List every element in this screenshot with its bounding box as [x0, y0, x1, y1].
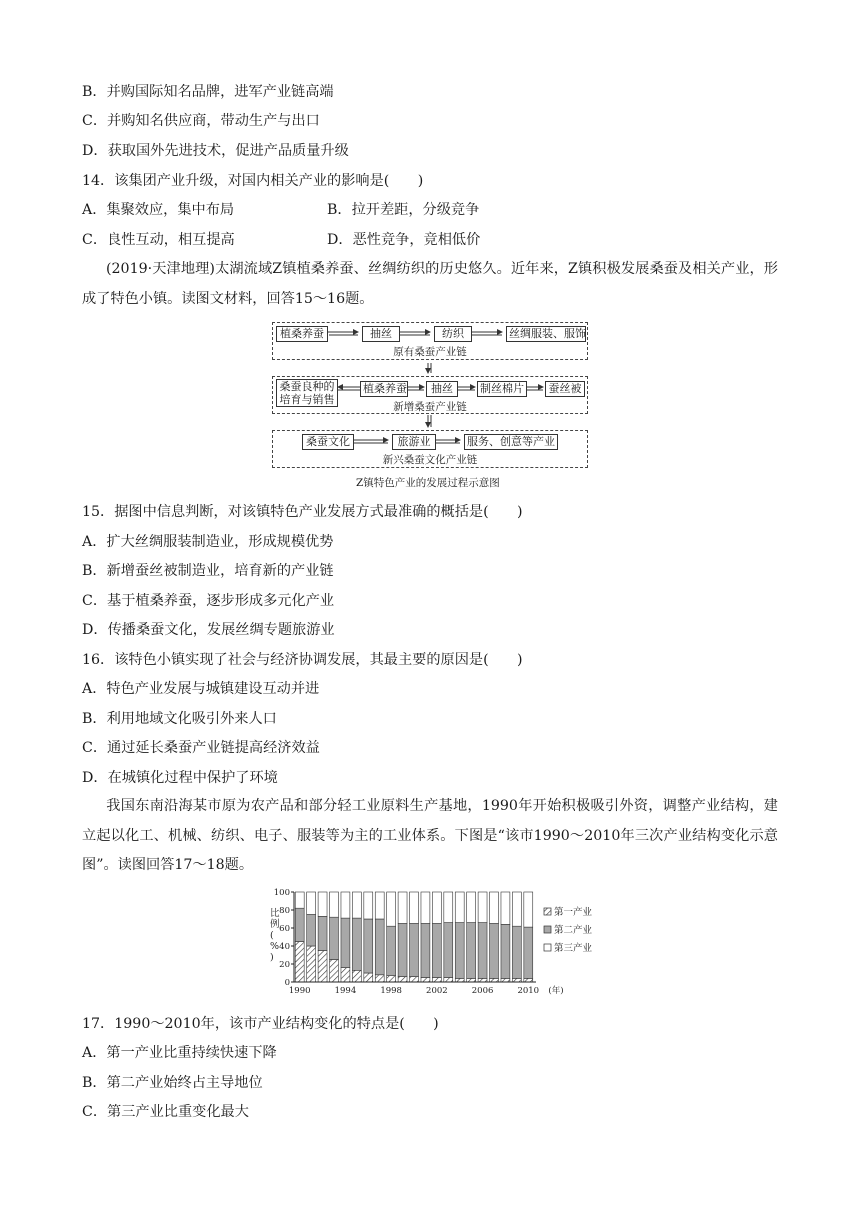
bar-2005-series-3 — [467, 892, 476, 923]
x-tick-label: 2006 — [471, 986, 494, 996]
chain-culture-label: 新兴桑蚕文化产业链 — [382, 454, 478, 466]
chain2-node-3: 制丝棉片 — [477, 381, 527, 397]
diagram-caption: Z镇特色产业的发展过程示意图 — [356, 477, 500, 489]
q15-option-d: D．传播桑蚕文化，发展丝绸专题旅游业 — [82, 622, 335, 638]
bar-1995-series-2 — [352, 918, 361, 970]
bar-2007-series-3 — [490, 892, 499, 924]
chain2-node-seed-line2: 培育与销售 — [279, 393, 335, 406]
x-tick-label: 1994 — [334, 986, 357, 996]
q16-option-a: A．特色产业发展与城镇建设互动并进 — [82, 681, 320, 697]
bar-2002-series-1 — [432, 978, 441, 983]
bar-1994-series-2 — [341, 918, 350, 968]
q13-option-d: D．获取国外先进技术，促进产品质量升级 — [82, 143, 349, 159]
y-tick-label: 40 — [279, 942, 290, 952]
bar-1993-series-2 — [330, 917, 339, 959]
bar-2010-series-1 — [524, 978, 533, 982]
bar-2004-series-1 — [455, 978, 464, 982]
x-tick-label: 2002 — [426, 986, 448, 996]
q15-option-c: C．基于植桑养蚕，逐步形成多元化产业 — [82, 593, 335, 609]
q14-option-c: C．良性互动，相互提高 — [82, 232, 235, 248]
legend-swatch-3 — [544, 944, 551, 951]
bar-2005-series-1 — [467, 978, 476, 982]
bar-2006-series-3 — [478, 892, 487, 923]
q13-option-c: C．并购知名供应商，带动生产与出口 — [82, 113, 320, 129]
bar-1998-series-2 — [387, 926, 396, 976]
bar-1999-series-1 — [398, 977, 407, 982]
bar-1990-series-2 — [295, 908, 304, 941]
chain3-node-2: 旅游业 — [392, 434, 436, 450]
bar-2001-series-3 — [421, 892, 430, 924]
bar-1996-series-3 — [364, 892, 373, 919]
bar-1997-series-3 — [375, 892, 384, 919]
bar-2003-series-3 — [444, 892, 453, 923]
bar-2003-series-2 — [444, 923, 453, 978]
bar-2008-series-1 — [501, 978, 510, 982]
bar-1992-series-1 — [318, 951, 327, 983]
q16-option-b: B．利用地域文化吸引外来人口 — [82, 711, 277, 727]
q17-option-b: B．第二产业始终占主导地位 — [82, 1075, 263, 1091]
bar-1995-series-3 — [352, 892, 361, 918]
bar-1993-series-1 — [330, 960, 339, 983]
bar-2001-series-2 — [421, 924, 430, 978]
bar-2007-series-1 — [490, 978, 499, 982]
bar-1997-series-2 — [375, 919, 384, 975]
bar-2002-series-2 — [432, 924, 441, 978]
y-axis-label: 比例( % ) — [270, 908, 280, 963]
chain1-node-2: 抽丝 — [362, 326, 400, 342]
bar-1994-series-1 — [341, 968, 350, 982]
bar-2005-series-2 — [467, 923, 476, 979]
q14-option-b: B．拉开差距，分级竞争 — [327, 202, 480, 218]
chain2-node-4: 蚕丝被 — [545, 381, 585, 397]
q16-option-c: C．通过延长桑蚕产业链提高经济效益 — [82, 740, 320, 756]
q17-stem: 17．1990～2010年，该市产业结构变化的特点是( ) — [82, 1016, 439, 1032]
legend-label-2: 第二产业 — [554, 925, 593, 936]
chain2-node-1: 植桑养蚕 — [360, 381, 408, 397]
bar-1992-series-3 — [318, 892, 327, 916]
passage-coastal-city-text: 我国东南沿海某市原为农产品和部分轻工业原料生产基地，1990年开始积极吸引外资，调整产业结构，建立起以化工、机械、纺织、电子、服装等为主的工业体系。下图是“该市1990～2010年三次产业结构变化示意图”。读图回答17～18题。 — [82, 798, 778, 873]
y-tick-label: 80 — [279, 906, 290, 916]
passage-coastal-city — [82, 792, 778, 881]
q13-option-b: B．并购国际知名品牌，进军产业链高端 — [82, 84, 334, 100]
q16-option-d: D．在城镇化过程中保护了环境 — [82, 770, 278, 786]
bar-2006-series-2 — [478, 923, 487, 979]
bar-2000-series-2 — [410, 924, 419, 977]
bar-1998-series-3 — [387, 892, 396, 926]
bar-2000-series-1 — [410, 977, 419, 982]
bar-1994-series-3 — [341, 892, 350, 918]
legend-label-3: 第三产业 — [554, 943, 593, 954]
passage-tianjin-text: (2019·天津地理)太湖流域Z镇植桑养蚕、丝绸纺织的历史悠久。近年来，Z镇积极发展桑蚕及相关产业，形成了特色小镇。读图文材料，回答15～16题。 — [82, 261, 778, 307]
y-tick-label: 60 — [279, 924, 290, 934]
bar-2010-series-2 — [524, 927, 533, 978]
bar-1991-series-3 — [307, 892, 316, 915]
chain3-node-1: 桑蚕文化 — [302, 434, 354, 450]
bar-1991-series-1 — [307, 946, 316, 982]
bar-1999-series-2 — [398, 924, 407, 977]
q15-stem: 15．据图中信息判断，对该镇特色产业发展方式最准确的概括是( ) — [82, 504, 523, 520]
bar-2007-series-2 — [490, 924, 499, 979]
bar-2000-series-3 — [410, 892, 419, 924]
chain1-node-3: 纺织 — [434, 326, 472, 342]
q14-stem: 14．该集团产业升级，对国内相关产业的影响是( ) — [82, 173, 424, 189]
bar-1995-series-1 — [352, 970, 361, 982]
chain2-node-seed — [276, 379, 338, 407]
q15-option-a: A．扩大丝绸服装制造业，形成规模优势 — [82, 534, 334, 550]
x-unit-label: (年) — [548, 986, 564, 996]
legend-label-1: 第一产业 — [554, 907, 593, 918]
bar-1990-series-3 — [295, 892, 304, 908]
x-tick-label: 1998 — [380, 986, 402, 996]
bar-2006-series-1 — [478, 978, 487, 982]
q14-option-d: D．恶性竞争，竞相低价 — [327, 232, 481, 248]
bar-1996-series-1 — [364, 973, 373, 982]
q15-option-b: B．新增蚕丝被制造业，培育新的产业链 — [82, 563, 334, 579]
bar-2003-series-1 — [444, 978, 453, 983]
q17-option-a: A．第一产业比重持续快速下降 — [82, 1045, 277, 1061]
legend-swatch-1 — [544, 908, 551, 915]
industry-chain-diagram — [270, 321, 590, 489]
x-tick-label: 2010 — [517, 986, 540, 996]
q16-stem: 16．该特色小镇实现了社会与经济协调发展，其最主要的原因是( ) — [82, 652, 523, 668]
bar-1992-series-2 — [318, 916, 327, 950]
bar-1999-series-3 — [398, 892, 407, 924]
bar-2009-series-2 — [512, 926, 521, 978]
bar-2009-series-3 — [512, 892, 521, 926]
bar-2002-series-3 — [432, 892, 441, 924]
industry-structure-chart — [258, 886, 608, 1004]
bar-1991-series-2 — [307, 915, 316, 947]
bar-2008-series-2 — [501, 924, 510, 978]
chain1-node-1: 植桑养蚕 — [276, 326, 328, 342]
chart-svg — [258, 886, 608, 1004]
bar-2004-series-3 — [455, 892, 464, 923]
bar-2010-series-3 — [524, 892, 533, 927]
bar-1996-series-2 — [364, 919, 373, 973]
chain-new-label: 新增桑蚕产业链 — [393, 401, 467, 413]
bar-1993-series-3 — [330, 892, 339, 917]
chain1-node-4: 丝绸服装、服饰 — [506, 326, 586, 342]
chain2-node-seed-line1: 桑蚕良种的 — [279, 380, 335, 393]
bar-2004-series-2 — [455, 923, 464, 979]
chain-original-label: 原有桑蚕产业链 — [393, 346, 467, 358]
chain2-node-2: 抽丝 — [426, 381, 458, 397]
bar-1997-series-1 — [375, 975, 384, 982]
y-tick-label: 0 — [284, 978, 290, 988]
bar-2009-series-1 — [512, 978, 521, 982]
bar-1990-series-1 — [295, 942, 304, 983]
bar-2001-series-1 — [421, 978, 430, 983]
y-tick-label: 100 — [273, 888, 290, 898]
q17-option-c: C．第三产业比重变化最大 — [82, 1104, 249, 1120]
passage-tianjin — [82, 255, 778, 314]
legend-swatch-2 — [544, 926, 551, 933]
y-tick-label: 20 — [279, 960, 290, 970]
bar-2008-series-3 — [501, 892, 510, 924]
bar-1998-series-1 — [387, 976, 396, 982]
q14-option-a: A．集聚效应，集中布局 — [82, 202, 235, 218]
x-tick-label: 1990 — [288, 986, 311, 996]
chain3-node-3: 服务、创意等产业 — [464, 434, 558, 450]
